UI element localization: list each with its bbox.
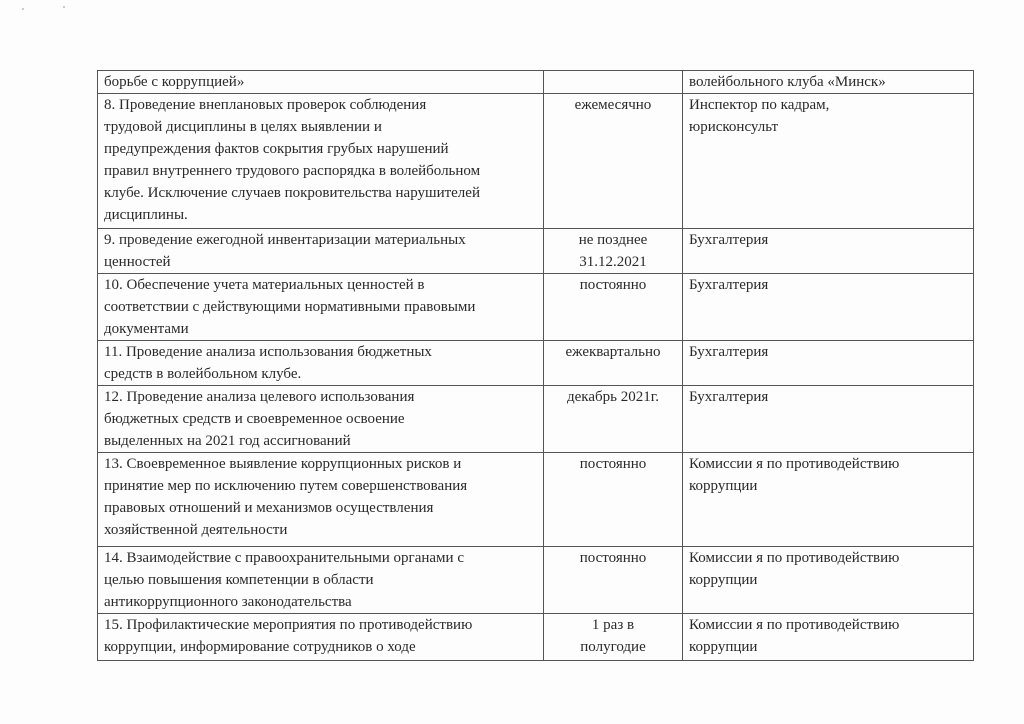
- table-row: [98, 94, 974, 229]
- plan-table-body: [98, 71, 974, 661]
- measure-cell: [98, 94, 544, 229]
- responsible-text-line: коррупции: [689, 572, 758, 588]
- responsible-text-line: коррупции: [689, 639, 758, 655]
- term-text-line: постоянно: [579, 277, 647, 293]
- responsible-cell: [683, 274, 974, 341]
- measure-text-line: ценностей: [104, 254, 171, 270]
- measure-cell: [98, 274, 544, 341]
- table-row: [98, 71, 974, 94]
- table-row: [98, 547, 974, 614]
- responsible-text-line: коррупции: [689, 478, 758, 494]
- measure-cell: [98, 547, 544, 614]
- measure-text-line: правовых отношений и механизмов осуществления: [104, 500, 434, 516]
- responsible-text-line: Бухгалтерия: [689, 389, 769, 405]
- responsible-cell: [683, 341, 974, 386]
- term-text-line: 31.12.2021: [579, 254, 647, 270]
- term-text-line: постоянно: [579, 550, 647, 566]
- measure-text-line: целью повышения компетенции в области: [104, 572, 374, 588]
- table-row: [98, 614, 974, 661]
- responsible-cell: [683, 94, 974, 229]
- responsible-text-line: Бухгалтерия: [689, 232, 769, 248]
- measure-text-line: клубе. Исключение случаев покровительства нарушителей: [104, 185, 480, 201]
- table-row: [98, 386, 974, 453]
- anti-corruption-plan-table: [97, 70, 974, 661]
- responsible-cell: [683, 386, 974, 453]
- term-cell: [544, 341, 683, 386]
- measure-text-line: 8. Проведение внеплановых проверок соблюдения: [104, 97, 427, 113]
- measure-cell: [98, 453, 544, 547]
- term-cell: [544, 614, 683, 661]
- measure-text-line: 13. Своевременное выявление коррупционных рисков и: [104, 456, 462, 472]
- responsible-cell: [683, 71, 974, 94]
- term-text-line: полугодие: [580, 639, 646, 655]
- scan-speck: [63, 6, 65, 8]
- term-cell: [544, 453, 683, 547]
- responsible-cell: [683, 547, 974, 614]
- term-text-line: ежеквартально: [565, 344, 661, 360]
- term-cell: [544, 94, 683, 229]
- responsible-text-line: Комиссии я по противодействию: [689, 550, 900, 566]
- measure-text-line: бюджетных средств и своевременное освоение: [104, 411, 405, 427]
- term-text-line: декабрь 2021г.: [567, 389, 659, 405]
- table-row: [98, 274, 974, 341]
- measure-cell: [98, 341, 544, 386]
- term-cell: [544, 229, 683, 274]
- term-cell: [544, 386, 683, 453]
- responsible-text-line: волейбольного клуба «Минск»: [689, 74, 886, 90]
- measure-text-line: 14. Взаимодействие с правоохранительными органами с: [104, 550, 464, 566]
- measure-text-line: 10. Обеспечение учета материальных ценностей в: [104, 277, 425, 293]
- measure-cell: [98, 229, 544, 274]
- responsible-text-line: Комиссии я по противодействию: [689, 456, 900, 472]
- responsible-text-line: Комиссии я по противодействию: [689, 617, 900, 633]
- responsible-cell: [683, 453, 974, 547]
- measure-text-line: хозяйственной деятельности: [104, 522, 288, 538]
- term-cell: [544, 274, 683, 341]
- responsible-text-line: юрисконсульт: [689, 119, 779, 135]
- measure-text-line: средств в волейбольном клубе.: [104, 366, 302, 382]
- measure-text-line: документами: [104, 321, 189, 337]
- responsible-text-line: Бухгалтерия: [689, 344, 769, 360]
- term-cell: [544, 71, 683, 94]
- measure-text-line: дисциплины.: [104, 207, 188, 223]
- responsible-cell: [683, 229, 974, 274]
- scan-speck: [22, 8, 24, 10]
- measure-cell: [98, 614, 544, 661]
- term-text-line: 1 раз в: [591, 617, 635, 633]
- measure-text-line: соответствии с действующими нормативными правовыми: [104, 299, 476, 315]
- measure-text-line: 9. проведение ежегодной инвентаризации материальных: [104, 232, 466, 248]
- measure-text-line: трудовой дисциплины в целях выявлении и: [104, 119, 382, 135]
- measure-cell: [98, 71, 544, 94]
- measure-text-line: 15. Профилактические мероприятия по противодействию: [104, 617, 473, 633]
- term-cell: [544, 547, 683, 614]
- measure-text-line: принятие мер по исключению путем совершенствования: [104, 478, 468, 494]
- term-text-line: постоянно: [579, 456, 647, 472]
- measure-text-line: правил внутреннего трудового распорядка в волейбольном: [104, 163, 481, 179]
- measure-text-line: 12. Проведение анализа целевого использования: [104, 389, 415, 405]
- measure-text-line: предупреждения фактов сокрытия грубых нарушений: [104, 141, 449, 157]
- term-text-line: ежемесячно: [574, 97, 652, 113]
- table-row: [98, 453, 974, 547]
- responsible-cell: [683, 614, 974, 661]
- responsible-text-line: Инспектор по кадрам,: [689, 97, 830, 113]
- measure-text-line: 11. Проведение анализа использования бюджетных: [104, 344, 432, 360]
- term-text-line: не позднее: [578, 232, 648, 248]
- measure-text-line: коррупции, информирование сотрудников о ходе: [104, 639, 416, 655]
- table-row: [98, 229, 974, 274]
- measure-text-line: борьбе с коррупцией»: [104, 74, 245, 90]
- measure-text-line: антикоррупционного законодательства: [104, 594, 352, 610]
- table-row: [98, 341, 974, 386]
- measure-cell: [98, 386, 544, 453]
- responsible-text-line: Бухгалтерия: [689, 277, 769, 293]
- measure-text-line: выделенных на 2021 год ассигнований: [104, 433, 351, 449]
